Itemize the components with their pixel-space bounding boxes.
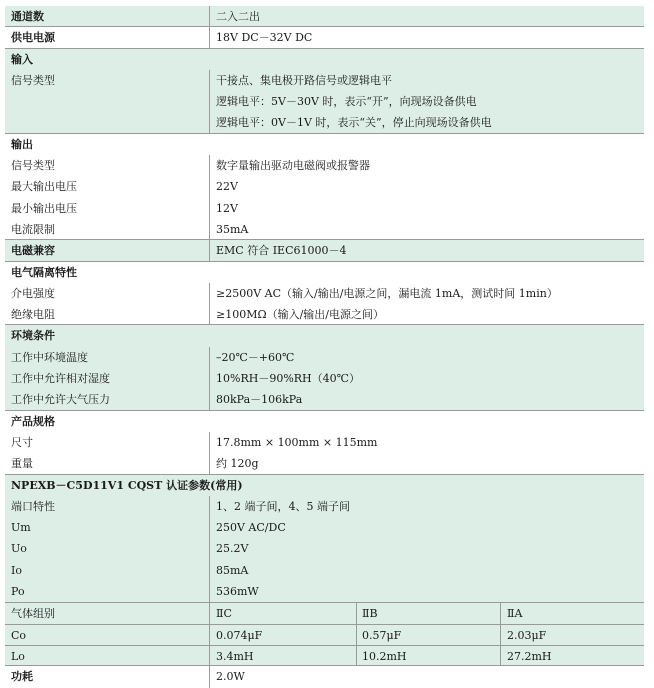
row-value: 逻辑电平：5V－30V 时，表示“开”，向现场设备供电 (216, 95, 477, 109)
co-iib: 0.57μF (362, 628, 402, 642)
spec-row-output-signal-type (5, 155, 644, 176)
row-label: 功耗 (11, 670, 33, 684)
column-divider (209, 112, 210, 132)
row-value: 10%RH－90%RH（40℃） (216, 372, 360, 386)
gas-group-iib: ⅡB (362, 607, 378, 621)
spec-row-min-output-voltage (5, 198, 644, 219)
column-divider (209, 496, 210, 517)
spec-row-power-consumption (5, 666, 644, 687)
spec-row-operating-temperature (5, 347, 644, 368)
spec-row-gas-group (5, 602, 644, 623)
column-divider (209, 176, 210, 197)
column-divider (209, 646, 210, 665)
spec-row-insulation-resistance (5, 304, 644, 325)
co-iia: 2.03μF (507, 628, 547, 642)
co-iic: 0.074μF (216, 628, 263, 642)
section-header-cqst (5, 475, 644, 496)
row-value: ≥100MΩ（输入/输出/电源之间） (216, 308, 385, 322)
spec-row-emc (5, 240, 644, 261)
row-value: 17.8mm × 100mm × 115mm (216, 435, 378, 449)
section-title: 环境条件 (11, 329, 55, 343)
column-divider (209, 6, 210, 26)
column-divider (209, 666, 210, 687)
column-divider (209, 538, 210, 559)
row-label: Po (11, 585, 25, 599)
section-title: 输入 (11, 52, 33, 66)
row-label: 通道数 (11, 10, 44, 23)
column-divider (209, 304, 210, 324)
spec-row-dimensions (5, 432, 644, 453)
column-divider (356, 625, 357, 645)
spec-row-power-supply (5, 27, 644, 48)
column-divider (500, 625, 501, 645)
row-value: 数字量输出驱动电磁阀或报警器 (216, 159, 370, 173)
row-label: 重量 (11, 457, 33, 471)
row-value: 二入二出 (216, 10, 260, 23)
row-value: 35mA (216, 222, 249, 236)
row-value: 12V (216, 201, 238, 215)
row-label: 气体组别 (11, 607, 55, 621)
row-value: 80kPa－106kPa (216, 393, 303, 407)
row-label: 信号类型 (11, 159, 55, 173)
column-divider (500, 646, 501, 665)
row-label: 端口特性 (11, 499, 55, 513)
row-label: Io (11, 563, 22, 577)
row-value: 约 120g (216, 457, 259, 471)
row-value: 逻辑电平：0V－1V 时，表示“关”，停止向现场设备供电 (216, 116, 492, 130)
spec-row-atmospheric-pressure (5, 389, 644, 410)
row-value: 18V DC－32V DC (216, 31, 313, 45)
column-divider (209, 432, 210, 453)
section-title: 产品规格 (11, 414, 55, 428)
row-value: ≥2500V AC（输入/输出/电源之间，漏电流 1mA，测试时间 1min） (216, 286, 558, 300)
row-label: 尺寸 (11, 435, 33, 449)
column-divider (209, 517, 210, 538)
spec-row-logic-level-off (5, 112, 644, 133)
section-header-specs (5, 411, 644, 432)
row-label: 电流限制 (11, 222, 55, 236)
row-label: Co (11, 628, 27, 642)
spec-row-dielectric-strength (5, 283, 644, 304)
column-divider (209, 581, 210, 602)
column-divider (209, 389, 210, 409)
row-label: 绝缘电阻 (11, 308, 55, 322)
spec-row-uo (5, 538, 644, 559)
column-divider (356, 646, 357, 665)
column-divider (209, 198, 210, 219)
row-value: 25.2V (216, 542, 249, 556)
spec-row-logic-level-on (5, 91, 644, 112)
spec-row-lo (5, 645, 644, 666)
spec-row-port-characteristics (5, 496, 644, 517)
column-divider (209, 155, 210, 176)
spec-row-max-output-voltage (5, 176, 644, 197)
row-label: 电磁兼容 (11, 244, 55, 258)
column-divider (209, 283, 210, 304)
row-label: 工作中允许相对湿度 (11, 372, 110, 386)
row-value: 2.0W (216, 670, 245, 684)
row-label: 最小输出电压 (11, 201, 77, 215)
gas-group-iia: ⅡA (507, 607, 523, 621)
column-divider (209, 368, 210, 389)
column-divider (500, 603, 501, 623)
column-divider (209, 219, 210, 239)
row-value: 22V (216, 180, 238, 194)
row-label: 信号类型 (11, 73, 55, 87)
spec-row-co (5, 624, 644, 645)
row-value: –20℃－+60℃ (216, 350, 295, 364)
column-divider (209, 347, 210, 368)
section-header-input (5, 49, 644, 70)
row-value: 250V AC/DC (216, 521, 286, 535)
row-value: 536mW (216, 585, 259, 599)
spec-row-weight (5, 453, 644, 474)
column-divider (356, 603, 357, 623)
spec-row-input-signal-type (5, 70, 644, 91)
row-label: 最大输出电压 (11, 180, 77, 194)
column-divider (209, 625, 210, 645)
column-divider (209, 70, 210, 91)
spec-row-channels (5, 6, 644, 27)
row-value: 1、2 端子间，4、5 端子间 (216, 499, 350, 513)
row-label: Lo (11, 649, 25, 663)
lo-iia: 27.2mH (507, 649, 552, 663)
lo-iib: 10.2mH (362, 649, 407, 663)
gas-group-iic: ⅡC (216, 607, 232, 621)
row-value: 85mA (216, 563, 249, 577)
spec-row-po (5, 581, 644, 602)
section-title: 输出 (11, 137, 33, 151)
column-divider (209, 91, 210, 112)
row-label: 供电电源 (11, 31, 55, 45)
lo-iic: 3.4mH (216, 649, 254, 663)
section-header-output (5, 134, 644, 155)
row-label: Uo (11, 542, 27, 556)
section-title: 电气隔离特性 (11, 265, 77, 279)
row-value: 干接点、集电极开路信号或逻辑电平 (216, 73, 392, 87)
section-header-isolation (5, 262, 644, 283)
spec-row-io (5, 560, 644, 581)
column-divider (209, 603, 210, 623)
column-divider (209, 240, 210, 260)
column-divider (209, 560, 210, 581)
row-label: 介电强度 (11, 286, 55, 300)
row-label: 工作中允许大气压力 (11, 393, 110, 407)
spec-table (5, 6, 644, 688)
row-label: 工作中环境温度 (11, 350, 88, 364)
column-divider (209, 453, 210, 473)
section-header-environment (5, 325, 644, 346)
spec-row-um (5, 517, 644, 538)
row-value: EMC 符合 IEC61000－4 (216, 244, 347, 258)
section-title: NPEXB－C5D11V1 CQST 认证参数(常用) (11, 478, 243, 492)
column-divider (209, 27, 210, 47)
spec-row-current-limit (5, 219, 644, 240)
row-label: Um (11, 521, 31, 535)
spec-row-relative-humidity (5, 368, 644, 389)
